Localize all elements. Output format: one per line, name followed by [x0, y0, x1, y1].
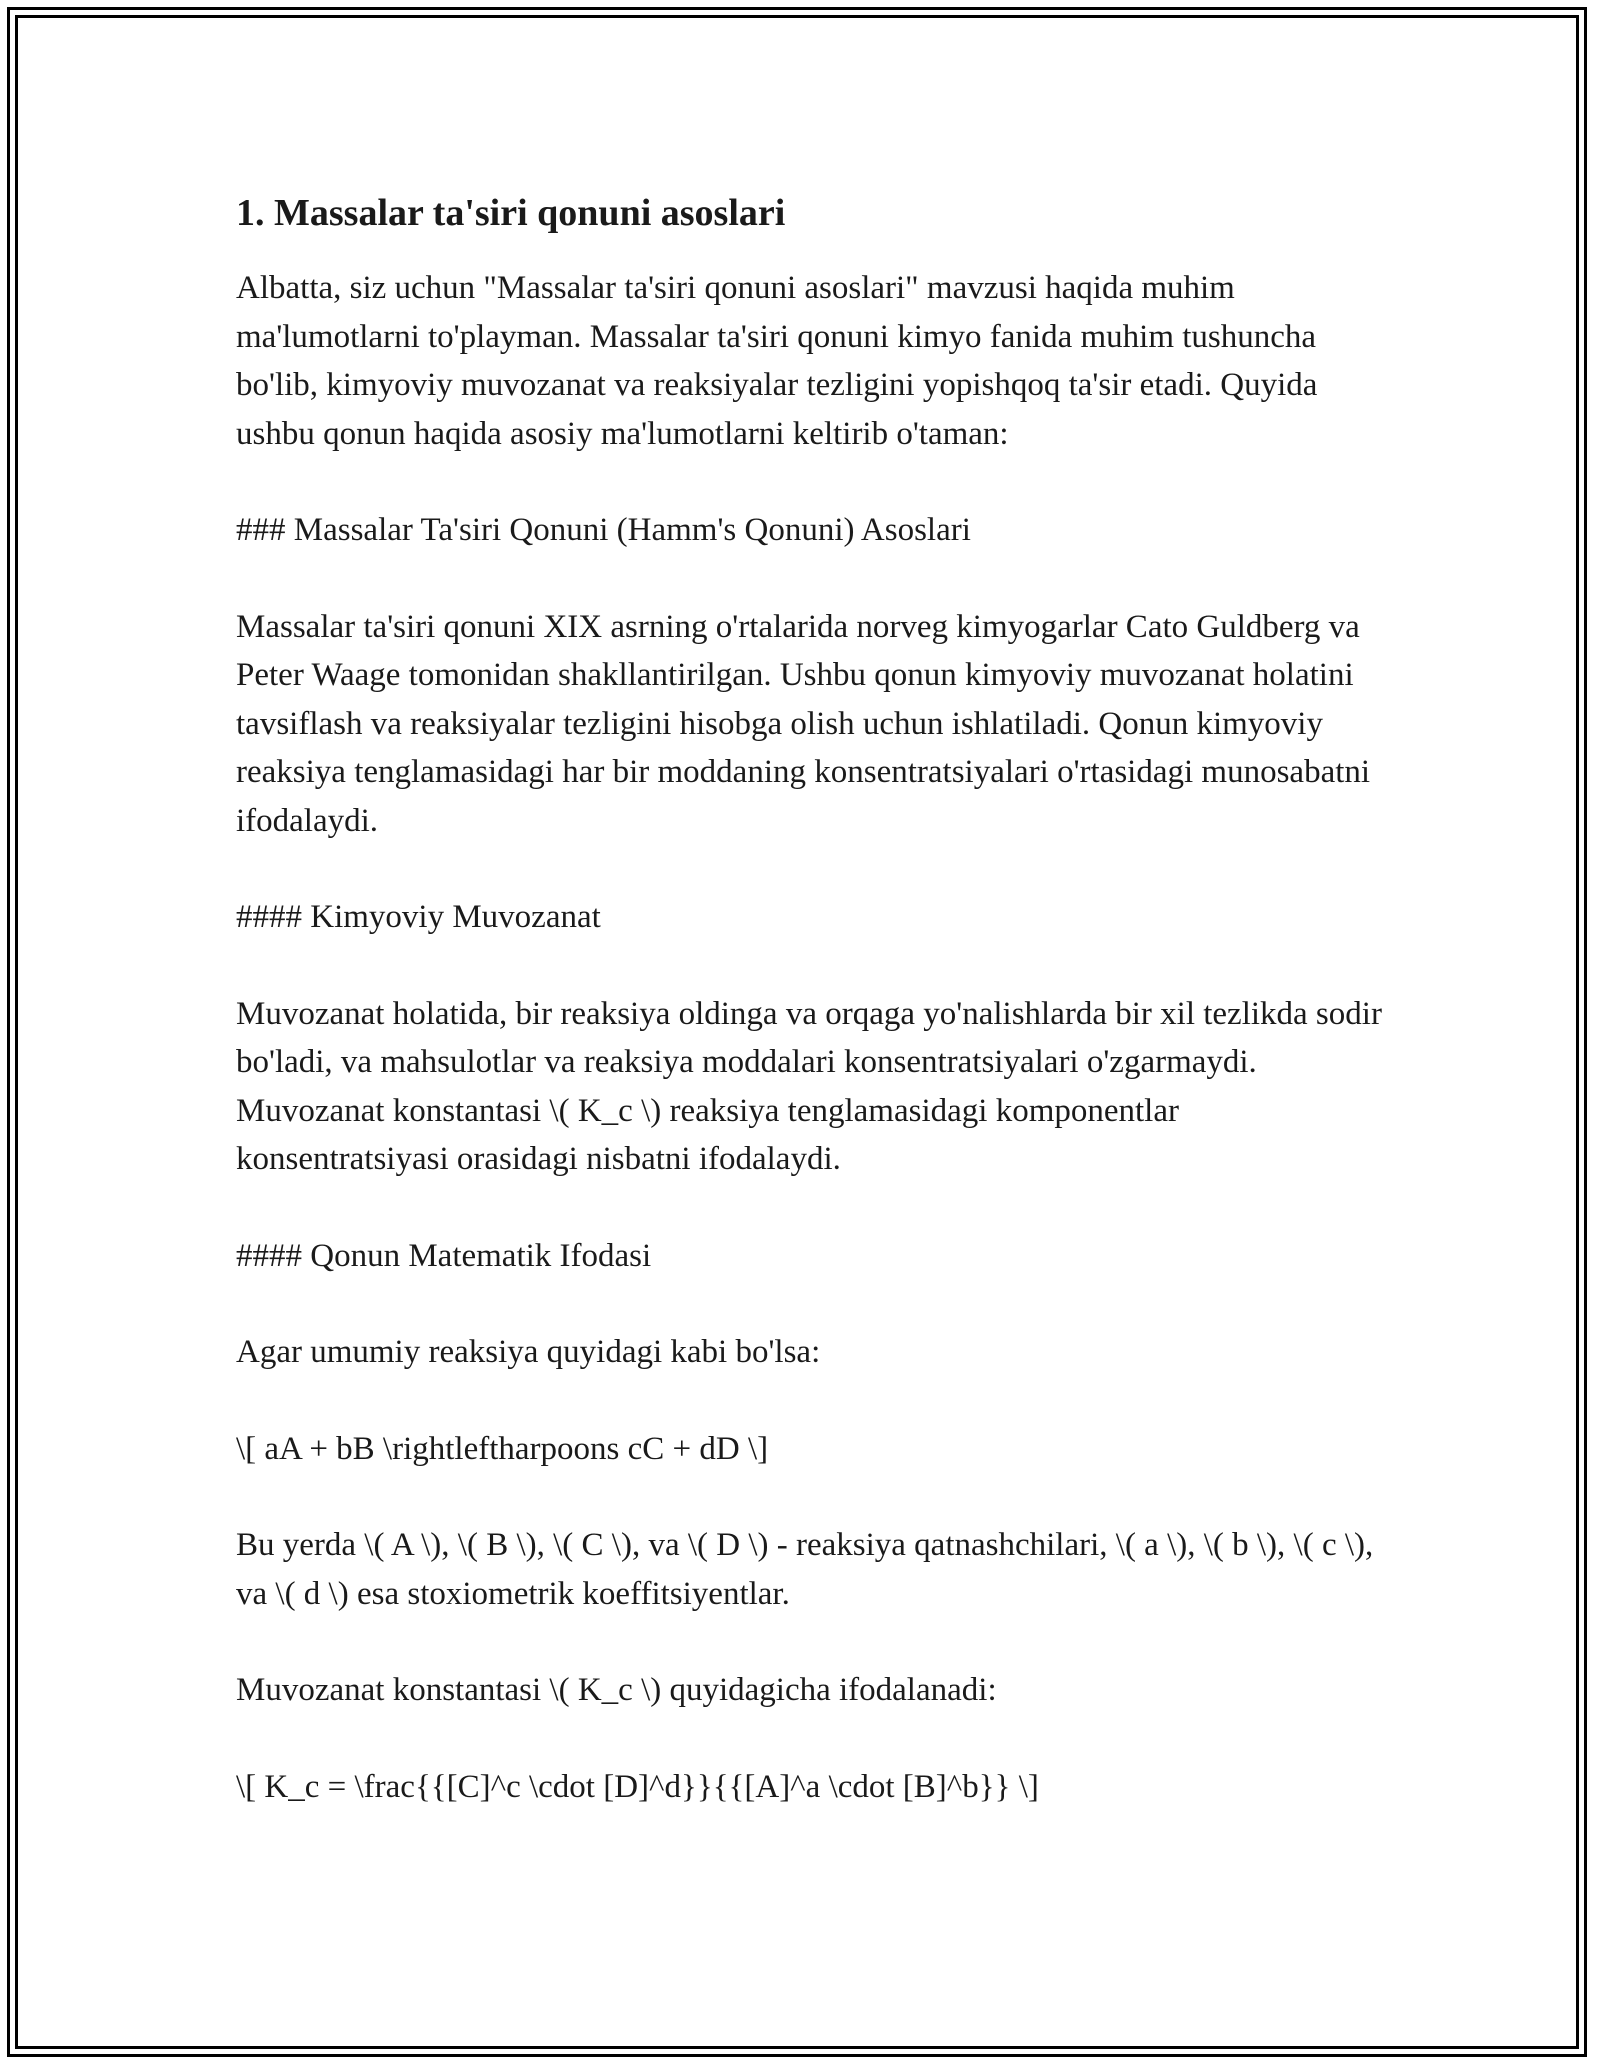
subsection-heading-line: #### Qonun Matematik Ifodasi	[236, 1237, 652, 1274]
subsection-heading-line: #### Kimyoviy Muvozanat	[236, 899, 601, 935]
constant-intro-paragraph: Muvozanat konstantasi \( K_c \) quyidagicha ifodalanadi:	[236, 1672, 997, 1708]
section-heading-line: ### Massalar Ta'siri Qonuni (Hamm's Qonuni) Asoslari	[236, 512, 971, 548]
intro-paragraph: Albatta, siz uchun "Massalar ta'siri qonuni asoslari" mavzusi haqida muhim ma'lumotlarni to'playman. Massalar ta'siri qonuni kimyo fanida muhim tushuncha bo'lib, kimyoviy muvozanat va reaksiyalar tezligini yopishqoq ta'sir etadi. Quyida ushbu qonun haqida asosiy ma'lumotlarni keltirib o'taman:	[236, 270, 1318, 452]
reaction-intro-paragraph: Agar umumiy reaksiya quyidagi kabi bo'lsa:	[236, 1334, 821, 1370]
history-paragraph: Massalar ta'siri qonuni XIX asrning o'rtalarida norveg kimyogarlar Cato Guldberg va Peter Waage tomonidan shakllantirilgan. Ushbu qonun kimyoviy muvozanat holatini tavsiflash va reaksiyalar tezligini hisobga olish uchun ishlatiladi. Qonun kimyoviy reaksiya tenglamasidagi har bir moddaning konsentratsiyalari o'rtasidagi munosabatni ifodalaydi.	[236, 608, 1371, 839]
constant-equation: \[ K_c = \frac{{[C]^c \cdot [D]^d}}{{[A]^a \cdot [B]^b}} \]	[236, 1768, 1039, 1805]
participants-paragraph: Bu yerda \( A \), \( B \), \( C \), va \( D \) - reaksiya qatnashchilari, \( a \), \( b \), \( c \), va \( d \) esa stoxiometrik koeffitsiyentlar.	[236, 1527, 1374, 1612]
page-title: 1. Massalar ta'siri qonuni asoslari	[236, 192, 786, 234]
reaction-equation: \[ aA + bB \rightleftharpoons cC + dD \]	[236, 1430, 769, 1467]
document-body	[236, 184, 1386, 1859]
equilibrium-paragraph: Muvozanat holatida, bir reaksiya oldinga va orqaga yo'nalishlarda bir xil tezlikda sodir bo'ladi, va mahsulotlar va reaksiya moddalari konsentratsiyalari o'zgarmaydi. Muvozanat konstantasi \( K_c \) reaksiya tenglamasidagi komponentlar konsentratsiyasi orasidagi nisbatni ifodalaydi.	[236, 995, 1382, 1177]
